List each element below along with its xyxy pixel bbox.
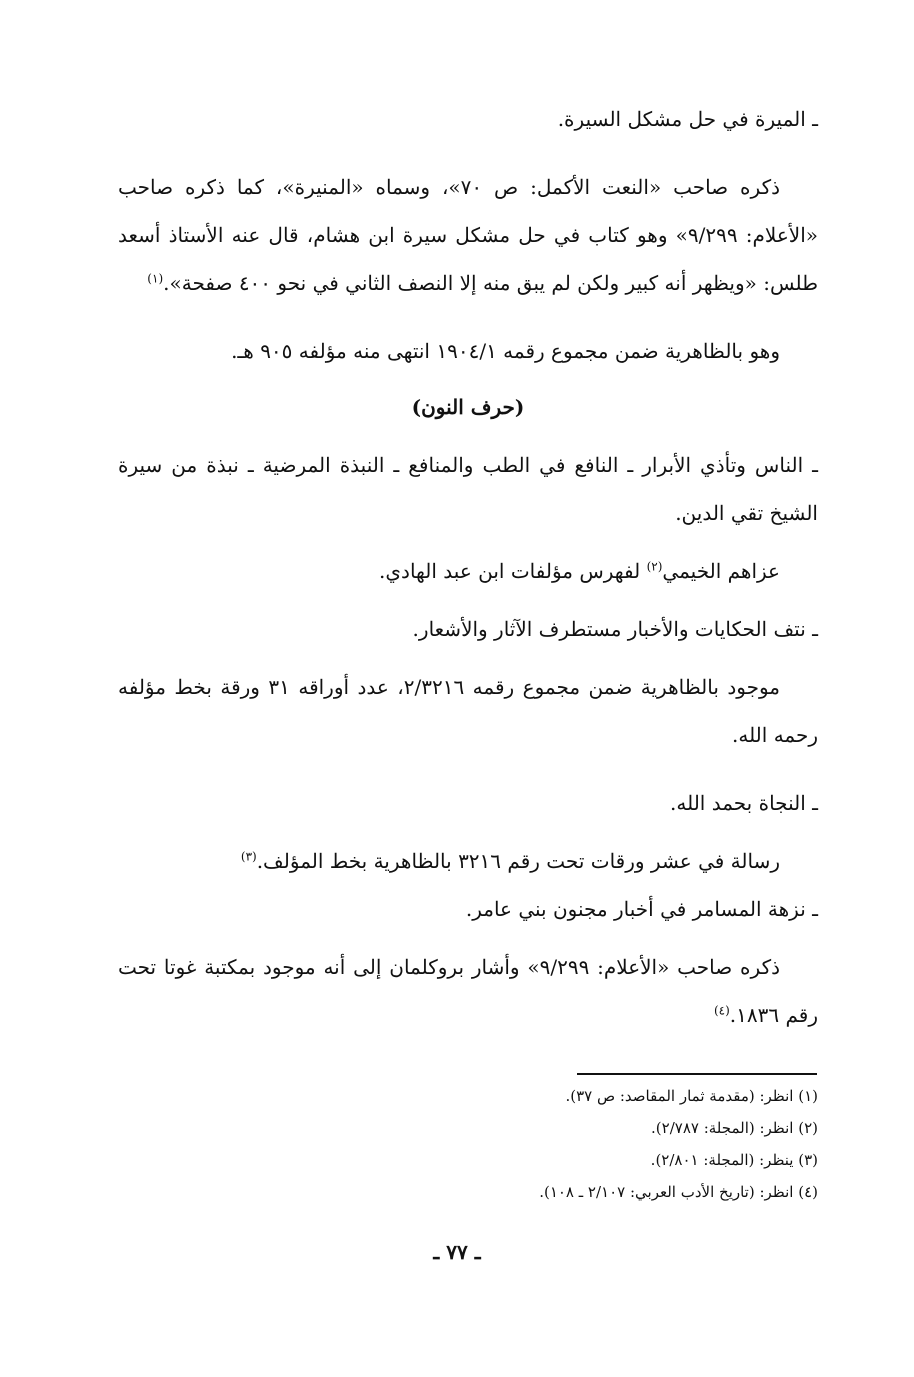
entry-text: ذكره صاحب «الأعلام: ٩/٢٩٩» وأشار بروكلمان إلى أنه موجود بمكتبة غوتا تحت رقم ١٨٣٦. [118, 955, 818, 1027]
entry-text: وهو بالظاهرية ضمن مجموع رقمه ١٩٠٤/١ انتهى منه مؤلفه ٩٠٥ هـ. [231, 339, 780, 363]
entry-text: ـ نزهة المسامر في أخبار مجنون بني عامر. [465, 897, 818, 921]
section-heading: (حرف النون) [411, 395, 525, 419]
entry-text: لفهرس مؤلفات ابن عبد الهادي. [379, 559, 647, 583]
page-body [118, 95, 818, 1039]
entry-description [118, 163, 818, 307]
book-entry-title [118, 779, 818, 827]
entry-description [118, 327, 818, 375]
entry-text: رسالة في عشر ورقات تحت رقم ٣٢١٦ بالظاهرية بخط المؤلف. [256, 849, 780, 873]
entry-description [118, 943, 818, 1039]
entry-text: ـ الناس وتأذي الأبرار ـ النافع في الطب والمنافع ـ النبذة المرضية ـ نبذة من سيرة الشيخ تقي الدين. [118, 453, 818, 525]
footnote-ref[interactable]: (٤) [713, 1003, 730, 1018]
footnote-item: (٢) انظر: (المجلة: ٢/٧٨٧). [651, 1119, 818, 1137]
footnote-ref[interactable]: (١) [147, 271, 164, 286]
page-number: ـ ٧٧ ـ [433, 1240, 481, 1264]
footnotes [318, 1080, 818, 1208]
entry-text: موجود بالظاهرية ضمن مجموع رقمه ٢/٣٢١٦، عدد أوراقه ٣١ ورقة بخط مؤلفه رحمه الله. [118, 675, 818, 747]
entry-text: ـ النجاة بحمد الله. [670, 791, 818, 815]
footnote-divider [577, 1073, 817, 1075]
entry-description [118, 663, 818, 759]
book-entry-title [118, 441, 818, 537]
entry-description [118, 837, 818, 885]
book-entry-title [118, 95, 818, 143]
entry-text: عزاهم الخيمي [662, 559, 780, 583]
footnote-item: (٤) انظر: (تاريخ الأدب العربي: ٢/١٠٧ ـ ١٠٨). [539, 1183, 818, 1201]
book-entry-title [118, 885, 818, 933]
entry-description [118, 547, 818, 595]
footnote-ref[interactable]: (٢) [646, 559, 663, 574]
footnote-item: (٣) ينظر: (المجلة: ٢/٨٠١). [650, 1151, 818, 1169]
entry-text: ـ نتف الحكايات والأخبار مستطرف الآثار والأشعار. [412, 617, 818, 641]
entry-text: ذكره صاحب «النعت الأكمل: ص ٧٠»، وسماه «المنيرة»، كما ذكره صاحب «الأعلام: ٩/٢٩٩» وهو كتاب في حل مشكل سيرة ابن هشام، قال عنه الأستاذ أسعد طلس: «ويظهر أنه كبير ولكن لم يبق منه إلا النصف الثاني في نحو ٤٠٠ صفحة». [118, 175, 818, 295]
book-entry-title [118, 605, 818, 653]
entry-text: ـ الميرة في حل مشكل السيرة. [557, 107, 818, 131]
footnote-ref[interactable]: (٣) [240, 849, 257, 864]
footnote-item: (١) انظر: (مقدمة ثمار المقاصد: ص ٣٧). [565, 1087, 818, 1105]
